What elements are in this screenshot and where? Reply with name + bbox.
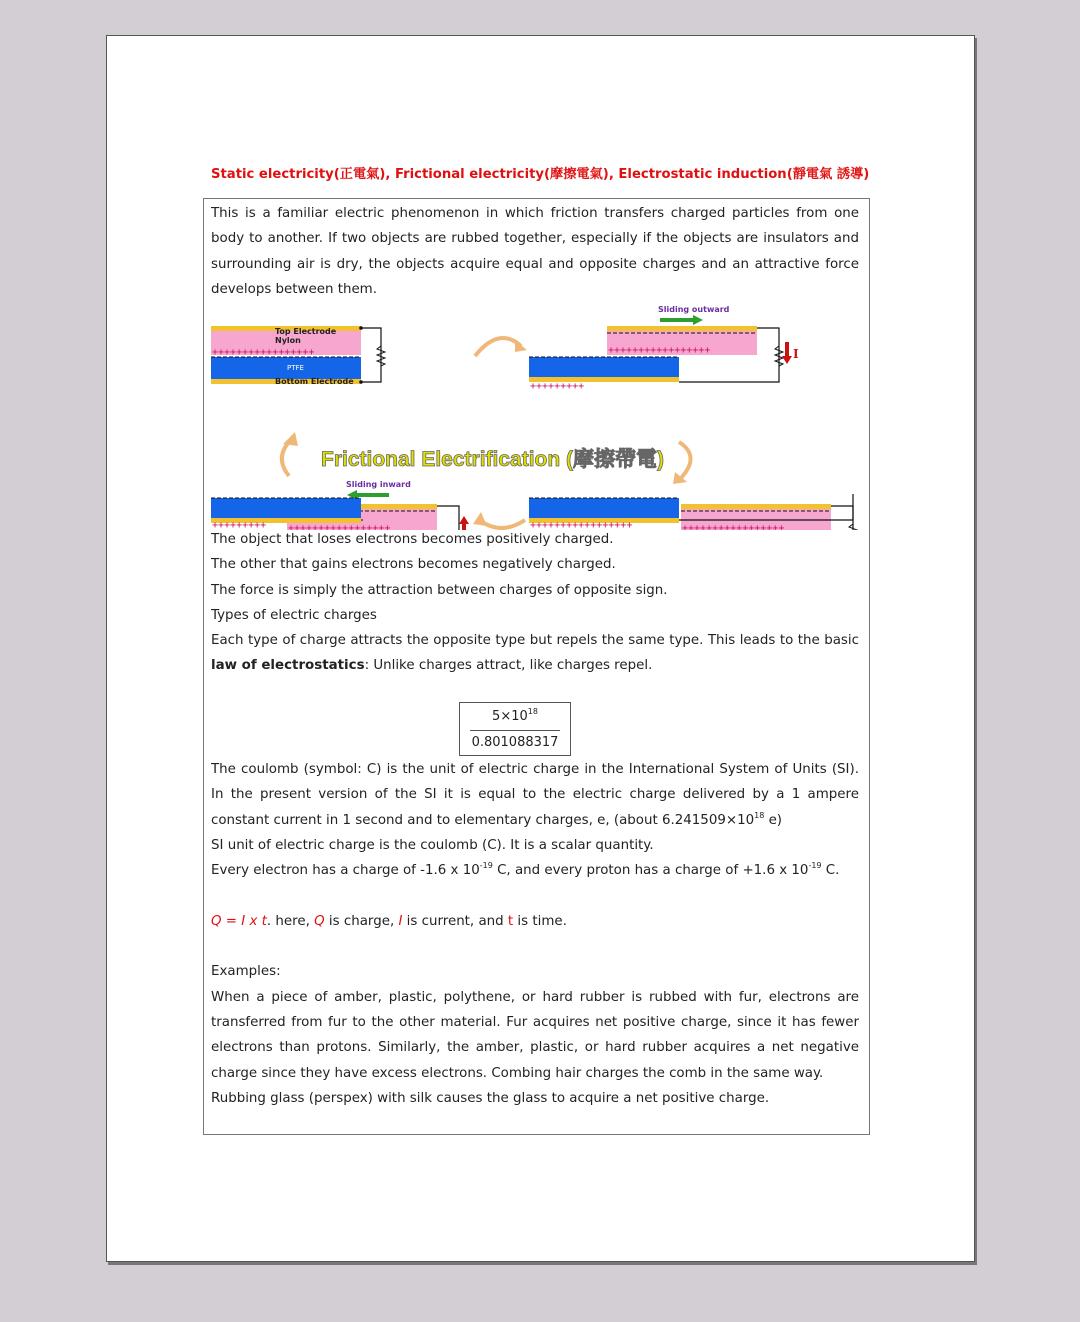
- examples-label: Examples:: [211, 964, 281, 980]
- formula: Q = I x t: [211, 913, 267, 929]
- text-line-3: The force is simply the attraction between charges of opposite sign.: [211, 582, 668, 598]
- svg-text:+++++++++++++++++: +++++++++++++++++: [682, 523, 785, 530]
- panel-sliding-outward: [529, 305, 799, 392]
- svg-text:+++++++++: +++++++++: [530, 381, 585, 392]
- top-electrode-label: Top Electrode: [275, 327, 337, 336]
- svg-text:+++++++++++++++++: +++++++++++++++++: [530, 520, 633, 530]
- panel-aligned: [211, 326, 385, 386]
- law-term: law of electrostatics: [211, 658, 365, 674]
- nylon-label: Nylon: [275, 336, 301, 345]
- coulomb-section: [211, 757, 859, 1111]
- law-paragraph: Each type of charge attracts the opposite type but repels the same type. This leads to the basic law of electrostatics: Unlike charges attract, like charges repel.: [211, 633, 859, 674]
- glass-line: Rubbing glass (perspex) with silk causes the glass to acquire a net positive charge.: [211, 1090, 770, 1106]
- text-line-4: Types of electric charges: [211, 607, 377, 623]
- text-line-1: The object that loses electrons becomes positively charged.: [211, 532, 614, 547]
- examples-paragraph: When a piece of amber, plastic, polythene, or hard rubber is rubbed with fur, electrons are transferred from fur to the other material. Fur acquires net positive charge, since it has fewer electrons than protons. Similarly, the amber, plastic, or hard rubber acquires a net negative charge since they have excess electrons. Combing hair charges the comb in the same way.: [211, 989, 859, 1081]
- fraction-box: [459, 702, 571, 756]
- svg-text:+++++++++++++++++: +++++++++++++++++: [288, 523, 391, 530]
- svg-text:+++++++++: +++++++++: [212, 520, 267, 530]
- charge-lines: [211, 527, 859, 679]
- svg-text:+++++++++++++++++: +++++++++++++++++: [608, 345, 711, 356]
- si-unit-line: SI unit of electric charge is the coulomb (C). It is a scalar quantity.: [211, 837, 654, 853]
- formula-line: Q = I x t. here, Q is charge, I is current, and t is time.: [211, 913, 567, 929]
- bottom-electrode-label: Bottom Electrode: [275, 377, 354, 386]
- text-line-2: The other that gains electrons becomes negatively charged.: [211, 557, 616, 573]
- diagram-title: Frictional Electrification (摩擦帶電): [321, 448, 665, 471]
- fraction-numerator: $5\times 10^{18}$: [492, 707, 538, 724]
- electron-line: Every electron has a charge of -1.6 x $10^{-19}$ C, and every proton has a charge of +1.6 x $10^{-19}$ C.: [211, 861, 840, 879]
- diagram-bottom-layers: [203, 494, 868, 530]
- svg-text:I: I: [793, 347, 799, 361]
- intro-paragraph: This is a familiar electric phenomenon in which friction transfers charged particles from one body to another. If two objects are rubbed together, especially if the objects are insulators and surrounding air is dry, the objects acquire equal and opposite charges and an attractive force develops between them.: [211, 206, 859, 297]
- document-page: [106, 35, 975, 1262]
- fraction-denominator: 0.801088317: [471, 735, 559, 750]
- sliding-outward-label: Sliding outward: [658, 305, 730, 314]
- plus-charges: +++++++++++++++++: [212, 347, 315, 358]
- page-heading: Static electricity(正電氣), Frictional electricity(摩擦電氣), Electrostatic induction(靜電氣 誘導): [211, 167, 870, 182]
- ptfe-label: PTFE: [287, 364, 304, 372]
- ptfe-layer: [211, 357, 361, 379]
- coulomb-paragraph: The coulomb (symbol: C) is the unit of electric charge in the International System of Units (SI). In the present version of the SI it is equal to the electric charge delivered by a 1 ampere constant current in 1 second and to elementary charges, e, (about $6.241509\times 10^{18}$ e): [211, 762, 859, 828]
- sliding-inward-label: Sliding inward: [346, 480, 411, 489]
